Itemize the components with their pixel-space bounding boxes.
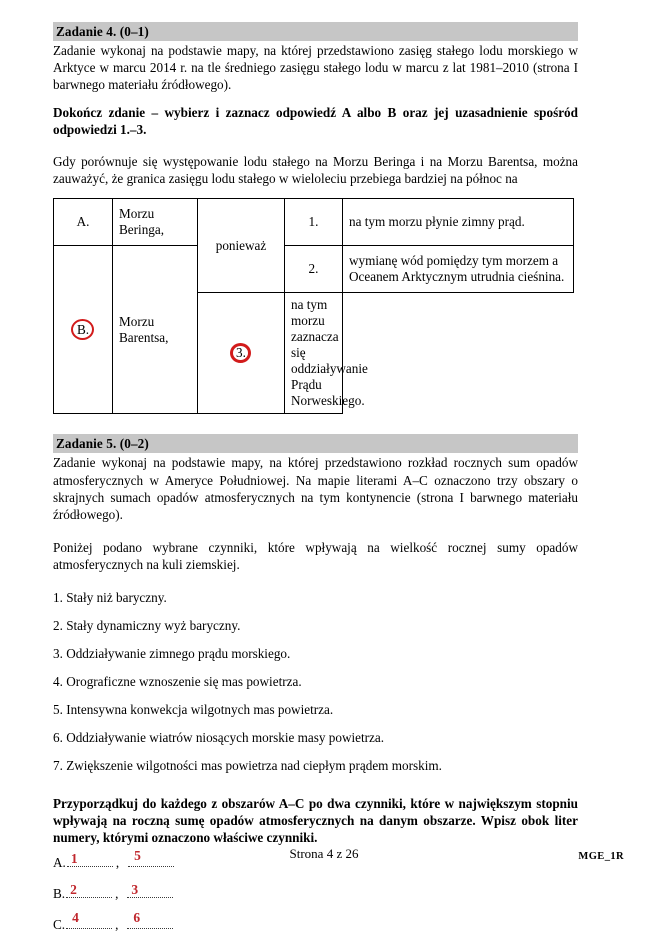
reason-2-text-cell[interactable] <box>343 246 574 293</box>
answer-a-value-1: 1 <box>70 851 78 867</box>
option-b-text: Morzu Barentsa, <box>119 313 169 345</box>
answer-c-value-2: 6 <box>133 910 141 926</box>
reason-1-number: 1. <box>308 214 319 230</box>
answer-c-blank-2[interactable] <box>127 910 173 929</box>
option-b-text-cell[interactable] <box>113 246 198 414</box>
answer-c-value-1: 4 <box>72 910 79 926</box>
list-item: 3. Oddziaływanie zimnego prądu morskiego. <box>53 645 291 661</box>
task-4-intro: Zadanie wykonaj na podstawie mapy, na której przedstawiono zasięg stałego lodu morskiego w Arktyce w marcu 2014 r. na tle średniego zasięgu stałego lodu w marcu z lat 1981–2010 (strona I barwnego materiału źródłowego). <box>53 43 578 93</box>
reason-3-text-cell[interactable] <box>285 293 368 414</box>
answer-lines <box>53 848 578 946</box>
option-b-letter-cell[interactable] <box>54 246 113 414</box>
task-5-heading: Zadanie 5. (0–2) <box>53 434 578 453</box>
reason-1-number-cell[interactable] <box>285 199 343 246</box>
answer-b-blank-1[interactable] <box>66 884 112 898</box>
reason-2-number-cell[interactable] <box>285 246 343 293</box>
answer-b-comma: , <box>115 886 119 902</box>
answer-c-letter: C. <box>53 917 66 933</box>
table-row <box>54 199 574 246</box>
option-a-letter: A. <box>76 214 90 230</box>
list-item: 6. Oddziaływanie wiatrów niosących morskie masy powietrza. <box>53 729 385 745</box>
exam-code-footer: MGE_1R <box>578 851 624 862</box>
option-b-letter-selected-marker <box>77 323 89 336</box>
reason-1-text-cell[interactable] <box>343 199 574 246</box>
factor-list <box>53 589 578 774</box>
answer-b-blank-2[interactable] <box>127 884 173 898</box>
spacer <box>53 138 578 153</box>
task-4-heading: Zadanie 4. (0–1) <box>53 22 578 41</box>
answer-a-value-2: 5 <box>134 848 141 864</box>
page-content <box>53 22 578 946</box>
task-5-instruction: Przyporządkuj do każdego z obszarów A–C po dwa czynniki, które w największym stopniu wpływają na roczną sumę opadów atmosferycznych na danym obszarze. Wpisz obok liter numery, którymi oznaczono właściwe czynniki. <box>53 795 578 846</box>
spacer <box>53 574 578 589</box>
table-row <box>54 246 574 293</box>
answer-row-b <box>53 884 578 915</box>
reason-1-text: na tym morzu płynie zimny prąd. <box>349 214 525 230</box>
reason-3-text: na tym morzu zaznacza się oddziaływanie Prądu Norweskiego. <box>291 297 368 409</box>
spacer <box>53 523 578 538</box>
connector-cell <box>198 199 285 293</box>
connector-label: ponieważ <box>215 237 267 253</box>
reason-3-selected-marker <box>236 346 246 359</box>
task-4-instruction: Dokończ zdanie – wybierz i zaznacz odpowiedź A albo B oraz jej uzasadnienie spośród odpowiedzi 1.–3. <box>53 104 578 137</box>
reason-2-text: wymianę wód pomiędzy tym morzem a Oceanem Arktycznym utrudnia cieśnina. <box>349 253 565 285</box>
spacer <box>53 414 578 434</box>
spacer <box>53 187 578 196</box>
option-a-letter-cell[interactable] <box>54 199 113 246</box>
answer-choice-table <box>53 198 574 414</box>
spacer <box>53 785 578 794</box>
option-b-letter: B. <box>76 321 90 337</box>
option-a-text: Morzu Beringa, <box>119 206 165 238</box>
list-item: 4. Orograficzne wznoszenie się mas powietrza. <box>53 673 302 689</box>
list-item: 2. Stały dynamiczny wyż baryczny. <box>53 617 241 633</box>
answer-a-letter: A. <box>53 855 66 871</box>
reason-3-number-cell[interactable] <box>198 293 285 414</box>
task-5-lead-in: Poniżej podano wybrane czynniki, które wpływają na wielkość rocznej sumy opadów atmosferycznych na kuli ziemskiej. <box>53 540 578 573</box>
answer-row-c <box>53 910 578 946</box>
list-item: 5. Intensywna konwekcja wilgotnych mas powietrza. <box>53 701 334 717</box>
answer-c-comma: , <box>115 917 119 933</box>
task-4-lead-in: Gdy porównuje się występowanie lodu stałego na Morzu Beringa i na Morzu Barentsa, można zauważyć, że granica zasięgu lodu stałego w wieloleciu przebiega bardziej na północ na <box>53 154 578 187</box>
spacer <box>53 94 578 103</box>
answer-b-value-2: 3 <box>131 882 139 898</box>
answer-a-comma: , <box>115 855 120 871</box>
answer-b-value-1: 2 <box>70 882 77 898</box>
answer-b-letter: B. <box>53 886 66 902</box>
page-number-footer: Strona 4 z 26 <box>289 846 359 861</box>
list-item: 7. Zwiększenie wilgotności mas powietrza nad ciepłym prądem morskim. <box>53 757 442 773</box>
task-5-intro: Zadanie wykonaj na podstawie mapy, na której przedstawiono rozkład rocznych sum opadów atmosferycznych w Ameryce Południowej. Na mapie literami A–C oznaczono trzy obszary o skrajnych sumach opadów atmosferycznych na tym kontynencie (strona I barwnego materiału źródłowego). <box>53 455 578 523</box>
option-a-text-cell[interactable] <box>113 199 198 246</box>
list-item: 1. Stały niż baryczny. <box>53 589 167 605</box>
answer-c-blank-1[interactable] <box>66 910 112 929</box>
reason-2-number: 2. <box>308 261 319 277</box>
reason-3-number: 3. <box>236 345 246 361</box>
